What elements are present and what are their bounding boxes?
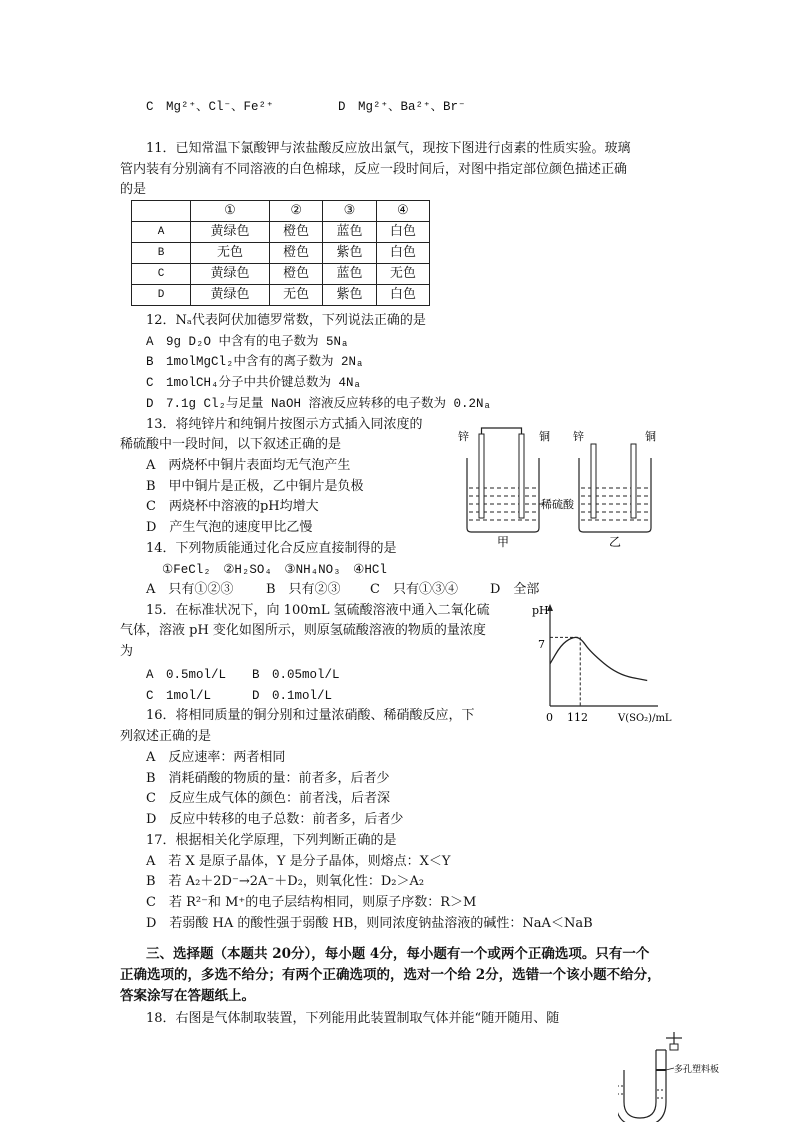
q15-stem-line1: 15．在标准状况下，向 100mL 氢硫酸溶液中通入二氧化硫	[146, 603, 490, 618]
q16-option-d: D 反应中转移的电子总数：前者多，后者少	[146, 812, 404, 827]
q18-stem-line1: 18．右图是气体制取装置，下列能用此装置制取气体并能“随开随用、随	[146, 1011, 560, 1026]
table-cell: B	[132, 243, 191, 264]
table-row	[132, 264, 430, 285]
q12-option-d: D 7.1g Cl₂与足量 NaOH 溶液反应转移的电子数为 0.2Nₐ	[146, 397, 492, 411]
beaker-jia	[467, 428, 539, 532]
q12-option-b: B 1molMgCl₂中含有的离子数为 2Nₐ	[146, 355, 364, 369]
table-cell: 蓝色	[323, 222, 376, 243]
table-cell: ②	[269, 201, 322, 222]
q13-stem-line2: 稀硫酸中一段时间，以下叙述正确的是	[120, 437, 342, 452]
table-cell: ①	[191, 201, 270, 222]
q17-option-b: B 若 A₂＋2D⁻→2A⁻＋D₂，则氧化性：D₂＞A₂	[146, 874, 425, 889]
q13-option-c: C 两烧杯中溶液的pH均增大	[146, 499, 319, 514]
q12-option-a: A 9g D₂O 中含有的电子数为 5Nₐ	[146, 335, 349, 349]
q13-beaker-diagram	[455, 420, 675, 550]
q11-stem-line2: 管内装有分别滴有不同溶液的白色棉球，反应一段时间后，对图中指定部位颜色描述正确	[120, 162, 628, 177]
q12-option-c: C 1molCH₄分子中共价键总数为 4Nₐ	[146, 376, 362, 390]
table-row	[132, 243, 430, 264]
table-row	[132, 222, 430, 243]
table-cell: 黄绿色	[191, 264, 270, 285]
table-row	[132, 285, 430, 306]
table-cell: 蓝色	[323, 264, 376, 285]
acid-label: 稀硫酸	[541, 498, 574, 511]
table-cell: 橙色	[269, 243, 322, 264]
table-cell: 无色	[269, 285, 322, 306]
q15-ph-chart	[530, 602, 680, 724]
origin-label: 0	[546, 711, 553, 724]
table-cell: 橙色	[269, 264, 322, 285]
q15-option-a: A 0.5mol/L	[146, 668, 227, 682]
table-cell: 无色	[376, 264, 429, 285]
q17-option-d: D 若弱酸 HA 的酸性强于弱酸 HB，则同浓度钠盐溶液的碱性：NaA＜NaB	[146, 916, 593, 931]
q15-stem-line3: 为	[120, 644, 134, 659]
q15-stem-line2: 气体，溶液 pH 变化如图所示，则原氢硫酸溶液的物质的量浓度	[120, 623, 486, 638]
plate-label: 多孔塑料板	[674, 1065, 720, 1075]
q12-stem: 12．Nₐ代表阿伏加德罗常数，下列说法正确的是	[146, 313, 426, 328]
q13-option-d: D 产生气泡的速度甲比乙慢	[146, 520, 313, 535]
q13-stem-line1: 13．将纯锌片和纯铜片按图示方式插入同浓度的	[146, 417, 423, 432]
q16-stem-line2: 列叙述正确的是	[120, 729, 212, 744]
table-cell: ③	[323, 201, 376, 222]
q13-option-a: A 两烧杯中铜片表面均无气泡产生	[146, 458, 351, 473]
table-cell: A	[132, 222, 191, 243]
table-cell: 黄绿色	[191, 285, 270, 306]
q17-option-c: C 若 R²⁻和 M⁺的电子层结构相同，则原子序数：R＞M	[146, 895, 477, 910]
q16-stem-line1: 16．将相同质量的铜分别和过量浓硝酸、稀硝酸反应，下	[146, 708, 475, 723]
q14-stem: 14．下列物质能通过化合反应直接制得的是	[146, 541, 397, 556]
q14-option-a: A 只有①②③	[146, 582, 234, 597]
ph-curve-series	[550, 637, 647, 680]
q14-option-c: C 只有①③④	[370, 582, 458, 597]
table-cell: 白色	[376, 243, 429, 264]
table-cell: C	[132, 264, 191, 285]
q15-option-b: B 0.05mol/L	[252, 668, 340, 682]
option-c-ions: C Mg²⁺、Cl⁻、Fe²⁺	[146, 100, 274, 114]
copper-label-jia: 铜	[539, 430, 550, 443]
q13-option-b: B 甲中铜片是正极，乙中铜片是负极	[146, 479, 364, 494]
y-tick-label: 7	[538, 638, 545, 651]
table-cell: 紫色	[323, 285, 376, 306]
y-axis-label: pH	[532, 604, 549, 617]
table-cell: 黄绿色	[191, 222, 270, 243]
label-yi: 乙	[609, 535, 622, 549]
q11-stem-line3: 的是	[120, 182, 147, 197]
q17-option-a: A 若 X 是原子晶体，Y 是分子晶体，则熔点：X＜Y	[146, 854, 451, 869]
q17-stem: 17．根据相关化学原理，下列判断正确的是	[146, 833, 397, 848]
table-cell: 紫色	[323, 243, 376, 264]
beaker-yi	[579, 444, 651, 532]
x-tick-label: 112	[567, 711, 588, 724]
table-cell: ④	[376, 201, 429, 222]
table-cell: D	[132, 285, 191, 306]
q11-stem-line1: 11．已知常温下氯酸钾与浓盐酸反应放出氯气，现按下图进行卤素的性质实验。玻璃	[146, 141, 631, 156]
label-jia: 甲	[497, 535, 510, 549]
q15-option-d: D 0.1mol/L	[252, 689, 333, 703]
copper-label-yi: 铜	[645, 430, 656, 443]
q14-option-b: B 只有②③	[266, 582, 341, 597]
table-cell: 白色	[376, 222, 429, 243]
table-cell	[132, 201, 191, 222]
q16-option-b: B 消耗硝酸的物质的量：前者多，后者少	[146, 771, 390, 786]
section3-line2: 正确选项的，多选不给分；有两个正确选项的，选对一个给 2分，选错一个该小题不给分，	[120, 967, 661, 983]
q18-gas-apparatus	[618, 1030, 738, 1122]
section3-line3: 答案涂写在答题纸上。	[120, 988, 255, 1004]
q15-option-c: C 1mol/L	[146, 689, 212, 703]
x-axis-label: V(SO₂)/mL	[618, 713, 672, 724]
option-d-ions: D Mg²⁺、Ba²⁺、Br⁻	[338, 100, 466, 114]
zinc-label-yi: 锌	[573, 430, 584, 443]
table-header-row	[132, 201, 430, 222]
table-cell: 白色	[376, 285, 429, 306]
q14-option-d: D 全部	[490, 582, 540, 597]
q14-items: ①FeCl₂ ②H₂SO₄ ③NH₄NO₃ ④HCl	[162, 563, 387, 577]
section3-line1: 三、选择题（本题共 20分），每小题 4分，每小题有一个或两个正确选项。只有一个	[146, 946, 650, 962]
zinc-label-jia: 锌	[458, 430, 469, 443]
q11-answer-table	[131, 200, 430, 306]
q16-option-c: C 反应生成气体的颜色：前者浅，后者深	[146, 791, 390, 806]
q16-option-a: A 反应速率：两者相同	[146, 750, 286, 765]
table-cell: 橙色	[269, 222, 322, 243]
table-cell: 无色	[191, 243, 270, 264]
